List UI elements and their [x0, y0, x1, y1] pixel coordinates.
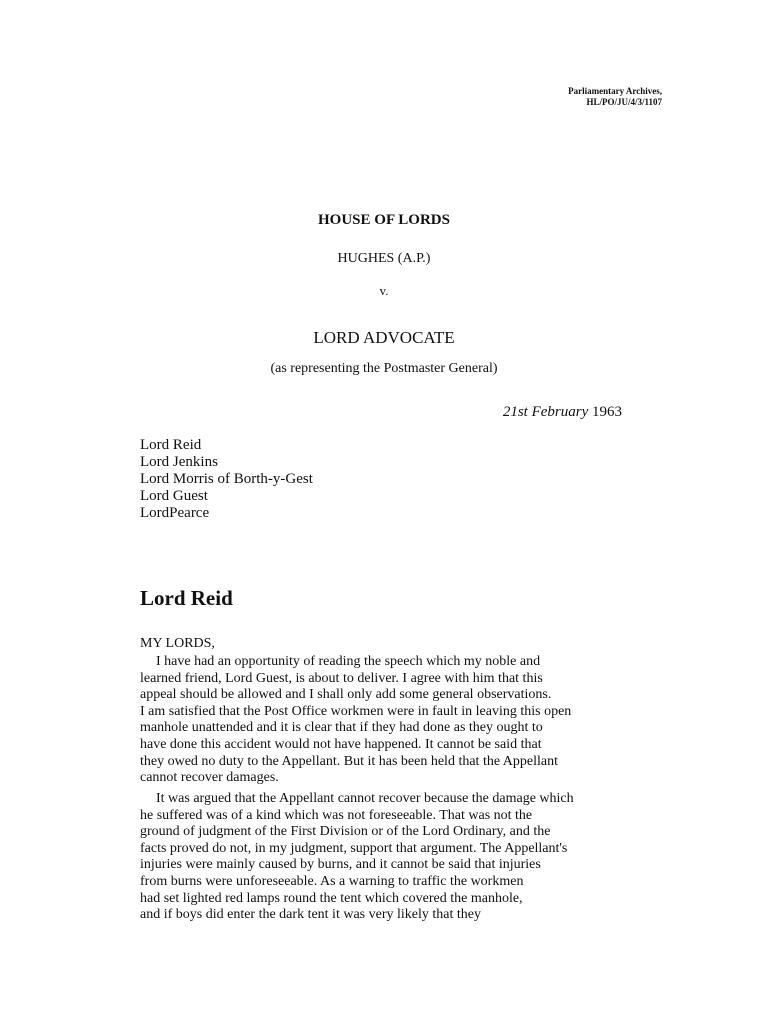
speech-heading: Lord Reid: [140, 586, 233, 610]
speech-paragraph-2: [140, 791, 574, 924]
text-line: learned friend, Lord Guest, is about to deliver. I agree with him that this: [140, 670, 543, 686]
judgment-date: [503, 404, 622, 421]
text-line: had set lighted red lamps round the tent which covered the manhole,: [140, 890, 523, 906]
versus-label: v.: [379, 283, 389, 298]
respondent-name: LORD ADVOCATE: [313, 328, 455, 347]
text-line: I am satisfied that the Post Office workmen were in fault in leaving this open: [140, 703, 572, 719]
text-line: It was argued that the Appellant cannot recover because the damage which: [156, 791, 574, 806]
lord-item: Lord Guest: [140, 488, 208, 504]
text-line: have done this accident would not have happened. It cannot be said that: [140, 736, 542, 752]
text-line: he suffered was of a kind which was not foreseeable. That was not the: [140, 807, 533, 823]
text-line: manhole unattended and it is clear that if they had done as they ought to: [140, 720, 543, 736]
text-line: ground of judgment of the First Division or of the Lord Ordinary, and the: [140, 824, 551, 840]
text-line: I have had an opportunity of reading the speech which my noble and: [156, 654, 541, 669]
court-title: HOUSE OF LORDS: [318, 212, 450, 228]
lord-item: Lord Morris of Borth-y-Gest: [140, 471, 313, 487]
speech-salutation: MY LORDS,: [140, 636, 215, 651]
text-line: they owed no duty to the Appellant. But it has been held that the Appellant: [140, 753, 558, 769]
text-line: and if boys did enter the dark tent it was very likely that they: [140, 907, 481, 923]
lord-item: LordPearce: [140, 505, 210, 521]
archive-reference-line-1: Parliamentary Archives,: [568, 86, 662, 96]
judgment-date-day-month: 21st February: [502, 404, 589, 420]
text-line: from burns were unforeseeable. As a warning to traffic the workmen: [140, 873, 524, 889]
text-line: cannot recover damages.: [140, 770, 279, 786]
text-line: appeal should be allowed and I shall only add some general observations.: [140, 687, 552, 703]
appellant-name: HUGHES (A.P.): [337, 251, 431, 266]
judgment-date-year: 1963: [592, 404, 622, 420]
lord-item: Lord Reid: [140, 437, 202, 453]
text-line: injuries were mainly caused by burns, and it cannot be said that injuries: [140, 857, 541, 873]
archive-reference: [568, 86, 662, 108]
lord-item: Lord Jenkins: [140, 454, 218, 470]
archive-reference-line-2: HL/PO/JU/4/3/1107: [586, 97, 662, 107]
respondent-note: (as representing the Postmaster General): [270, 361, 498, 376]
speech-paragraph-1: [140, 654, 571, 787]
text-line: facts proved do not, in my judgment, support that argument. The Appellant's: [140, 840, 568, 856]
lords-list: [140, 437, 313, 522]
